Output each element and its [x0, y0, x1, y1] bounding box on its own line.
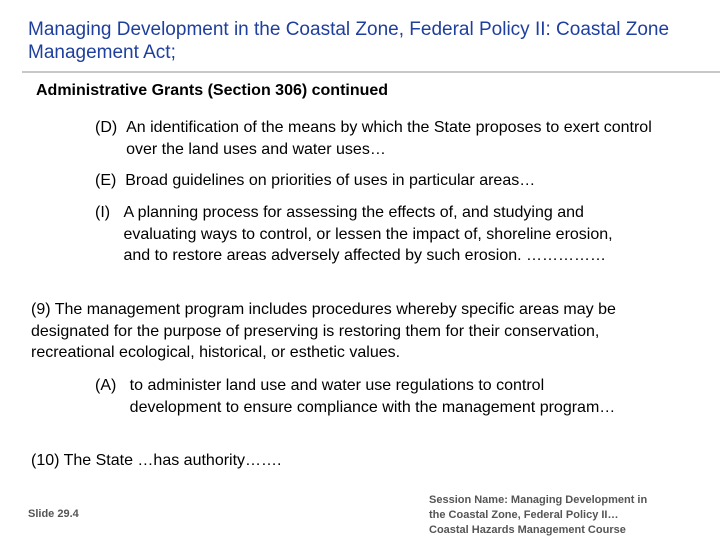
item-d-text: An identification of the means by which the State proposes to exert control over the land uses and water uses…: [126, 119, 652, 158]
footer-session-line1: Session Name: Managing Development in: [429, 494, 648, 506]
title-divider: [22, 71, 720, 73]
slide-number: Slide 29.4: [28, 508, 79, 520]
item-d: [95, 117, 655, 160]
footer-session-info: [429, 493, 699, 538]
item-i-text: A planning process for assessing the effects of, and studying and evaluating ways to control, or lessen the impact of, shoreline erosion, and to restore areas adversely affected by such erosion. ……………: [123, 204, 613, 264]
item-a-text: to administer land use and water use regulations to control development to ensure compliance with the management program…: [129, 377, 616, 416]
item-10: (10) The State …has authority…….: [31, 452, 282, 469]
item-e-label: (E): [95, 172, 126, 189]
item-e-text: Broad guidelines on priorities of uses in particular areas…: [125, 172, 536, 189]
item-a-label: (A): [95, 377, 130, 394]
slide-title: Managing Development in the Coastal Zone, Federal Policy II: Coastal Zone Management Act;: [28, 19, 670, 63]
item-i: [95, 202, 625, 267]
footer-course: Coastal Hazards Management Course: [429, 524, 626, 536]
item-i-label: (I): [95, 204, 124, 221]
item-e: [95, 170, 655, 192]
item-a: [95, 375, 625, 418]
section-subheading: Administrative Grants (Section 306) continued: [36, 82, 389, 99]
item-9: (9) The management program includes procedures whereby specific areas may be designated for the purpose of preserving is restoring them for their conservation, recreational ecological, historical, or esthetic values.: [31, 301, 616, 361]
footer-session-line2: the Coastal Zone, Federal Policy II…: [429, 509, 619, 521]
item-d-label: (D): [95, 119, 127, 136]
